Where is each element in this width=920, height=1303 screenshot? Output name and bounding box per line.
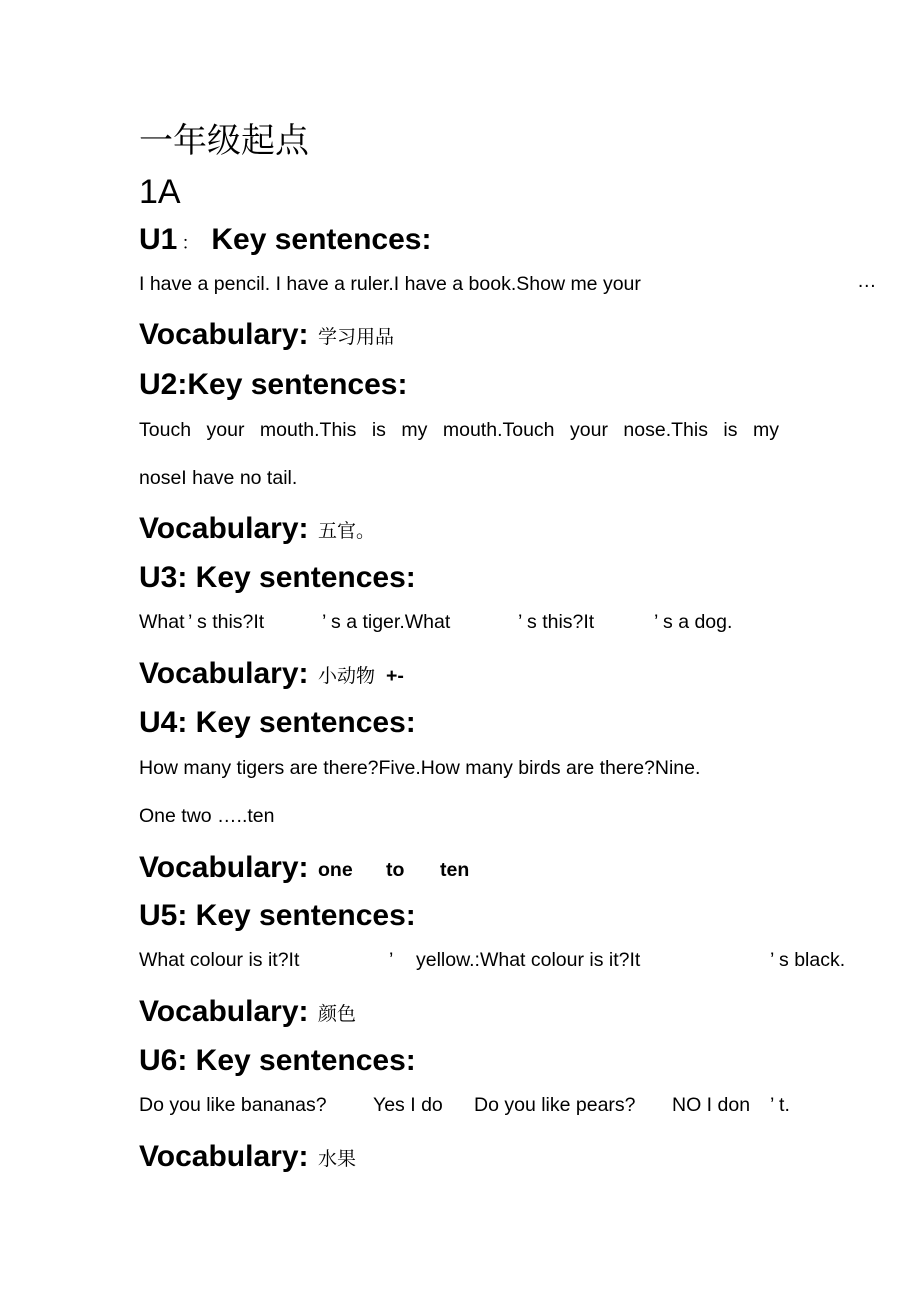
u5-sentence-part3: yellow.:What colour is it?It (416, 949, 641, 971)
u4-sentence-line1: How many tigers are there?Five.How many birds are there?Nine. (139, 757, 701, 779)
u2-word: mouth.This (259, 419, 357, 441)
u1-ellipsis: … (857, 270, 877, 292)
grade-heading: 1A (139, 173, 181, 211)
u2-word: your (570, 419, 608, 441)
u2-word: my (752, 419, 779, 441)
u1-sentence: I have a pencil. I have a ruler.I have a book.Show me your (139, 273, 641, 295)
u3-vocab-value: 小动物 (318, 665, 376, 687)
u2-vocab-label: Vocabulary: (139, 512, 309, 545)
u5-heading: U5: Key sentences: (139, 899, 416, 932)
u5-vocab-label: Vocabulary: (139, 995, 309, 1028)
u4-vocab-label: Vocabulary: (139, 851, 309, 884)
u3-sentence-part5: ’ s a dog. (654, 611, 733, 633)
u2-word: mouth.Touch (442, 419, 555, 441)
u2-word: is (371, 419, 386, 441)
u5-sentence-part1: What colour is it?It (139, 949, 300, 971)
u1-heading (139, 222, 431, 261)
u3-vocab-label: Vocabulary: (139, 657, 309, 690)
u6-sentence-part5: ’ t. (770, 1094, 790, 1116)
u6-sentence-part3: Do you like pears? (474, 1094, 636, 1116)
u2-word: nose.This (623, 419, 708, 441)
u2-heading: U2:Key sentences: (139, 368, 408, 401)
u2-word: my (401, 419, 428, 441)
u3-vocab-extra: +- (386, 665, 404, 687)
u3-sentence-part3: ’ s a tiger.What (322, 611, 451, 633)
u1-heading-unit: U1 (139, 223, 178, 256)
u4-vocab-word: to (386, 859, 405, 881)
document-title: 一年级起点 (139, 121, 309, 161)
u1-heading-rest: Key sentences: (211, 223, 432, 256)
u1-vocab-label: Vocabulary: (139, 318, 309, 351)
u6-sentence-part1: Do you like bananas? (139, 1094, 327, 1116)
u2-vocab-value: 五官。 (318, 520, 376, 542)
u6-sentence-part2: Yes I do (373, 1094, 443, 1116)
u1-vocab-value: 学习用品 (318, 326, 395, 348)
u4-vocab-word: ten (440, 859, 470, 881)
u3-sentence-part2: ’ s this?It (188, 611, 265, 633)
u6-heading: U6: Key sentences: (139, 1044, 416, 1077)
u6-vocab-label: Vocabulary: (139, 1140, 309, 1173)
u5-vocab-value: 颜色 (318, 1003, 357, 1025)
u2-word: Touch (139, 419, 192, 441)
u2-word: your (206, 419, 245, 441)
u2-word: is (723, 419, 738, 441)
u4-vocab-word: one (318, 859, 353, 881)
u6-sentence-part4: NO I don (672, 1094, 751, 1116)
u4-sentence-line2: One two …..ten (139, 805, 275, 827)
u2-sentence-line1 (139, 417, 779, 443)
u5-sentence-part4: ’ s black. (770, 949, 846, 971)
u1-heading-colon: ： (181, 233, 200, 253)
u3-sentence-part1: What (139, 611, 185, 633)
u3-sentence-part4: ’ s this?It (518, 611, 595, 633)
u2-sentence-line2: noseI have no tail. (139, 467, 298, 489)
u3-heading: U3: Key sentences: (139, 561, 416, 594)
u4-heading: U4: Key sentences: (139, 706, 416, 739)
u5-sentence-part2: ’ (389, 949, 394, 971)
u6-vocab-value: 水果 (318, 1148, 357, 1170)
